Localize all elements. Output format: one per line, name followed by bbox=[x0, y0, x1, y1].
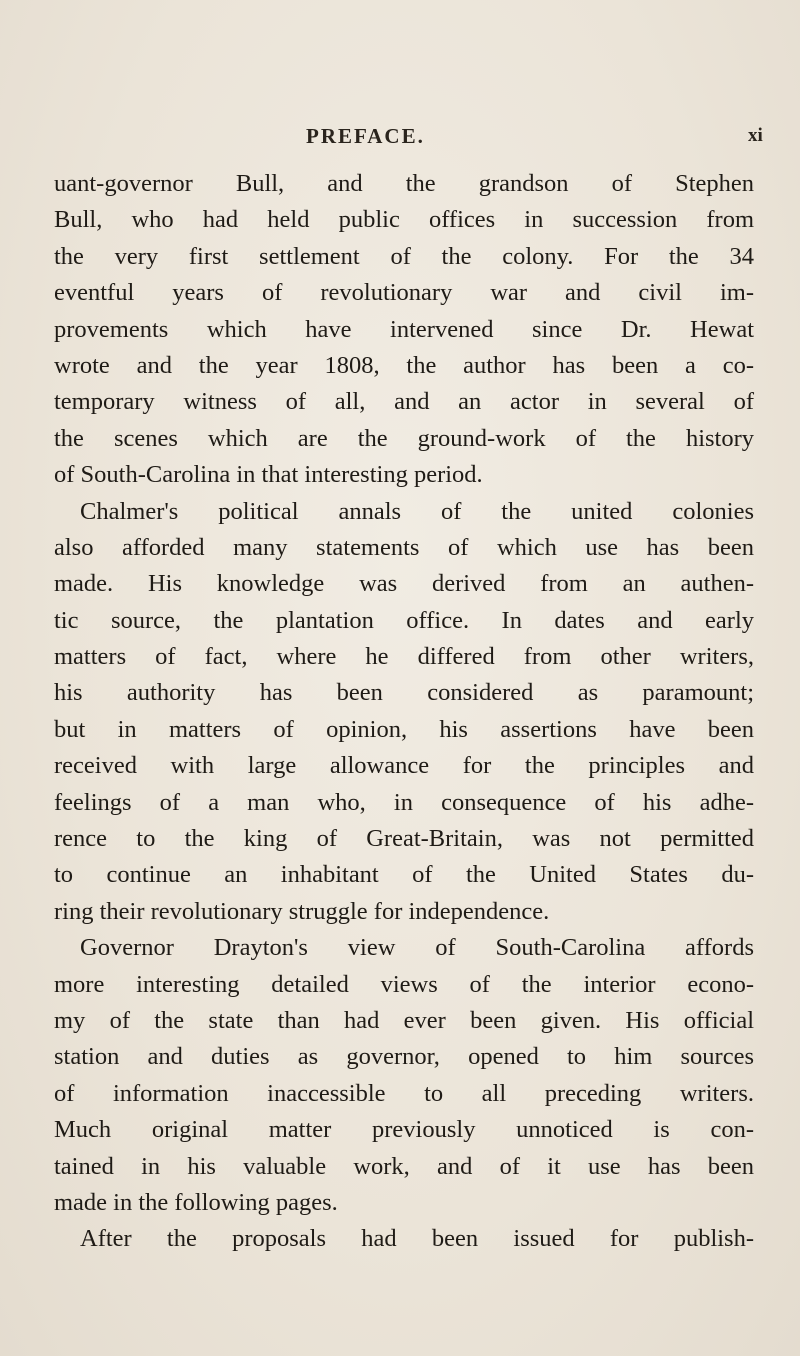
text-line: of South-Carolina in that interesting period. bbox=[54, 461, 483, 489]
running-head bbox=[0, 124, 800, 154]
text-line: feelings of a man who, in consequence of his adhe- bbox=[54, 788, 754, 816]
text-line: received with large allowance for the principles and bbox=[54, 752, 754, 780]
text-line: more interesting detailed views of the interior econo- bbox=[54, 970, 754, 998]
text-line: also afforded many statements of which use has been bbox=[54, 533, 754, 561]
text-line: Governor Drayton's view of South-Carolina affords bbox=[80, 934, 754, 962]
text-line: station and duties as governor, opened to him sources bbox=[54, 1043, 754, 1071]
text-line: matters of fact, where he differed from other writers, bbox=[54, 643, 754, 671]
text-line: Chalmer's political annals of the united colonies bbox=[80, 497, 754, 525]
text-line: eventful years of revolutionary war and civil im- bbox=[54, 279, 754, 307]
text-line: uant-governor Bull, and the grandson of Stephen bbox=[54, 170, 754, 197]
text-line: Much original matter previously unnoticed is con- bbox=[54, 1116, 754, 1144]
text-line: but in matters of opinion, his assertions have been bbox=[54, 715, 754, 743]
text-line: my of the state than had ever been given. His official bbox=[54, 1006, 754, 1034]
body-text bbox=[54, 166, 754, 1258]
text-line: temporary witness of all, and an actor in several of bbox=[54, 388, 754, 416]
text-line: to continue an inhabitant of the United States du- bbox=[54, 861, 754, 889]
text-line: After the proposals had been issued for publish- bbox=[80, 1225, 754, 1253]
text-line: provements which have intervened since Dr. Hewat bbox=[54, 315, 754, 343]
text-line: his authority has been considered as paramount; bbox=[54, 679, 754, 707]
text-line: of information inaccessible to all preceding writers. bbox=[54, 1079, 754, 1107]
text-line: made. His knowledge was derived from an authen- bbox=[54, 570, 754, 598]
text-line: wrote and the year 1808, the author has been a co- bbox=[54, 351, 754, 379]
page-number: xi bbox=[748, 125, 763, 146]
text-line: made in the following pages. bbox=[54, 1188, 338, 1216]
text-line: ring their revolutionary struggle for independence. bbox=[54, 897, 550, 925]
text-line: Bull, who had held public offices in succession from bbox=[54, 206, 754, 234]
text-line: tic source, the plantation office. In dates and early bbox=[54, 606, 754, 634]
text-line: the very first settlement of the colony. For the 34 bbox=[54, 242, 754, 270]
text-line: tained in his valuable work, and of it use has been bbox=[54, 1152, 754, 1180]
text-line: the scenes which are the ground-work of the history bbox=[54, 424, 754, 452]
running-head-title: PREFACE. bbox=[306, 124, 425, 148]
text-line: rence to the king of Great-Britain, was not permitted bbox=[54, 825, 754, 853]
